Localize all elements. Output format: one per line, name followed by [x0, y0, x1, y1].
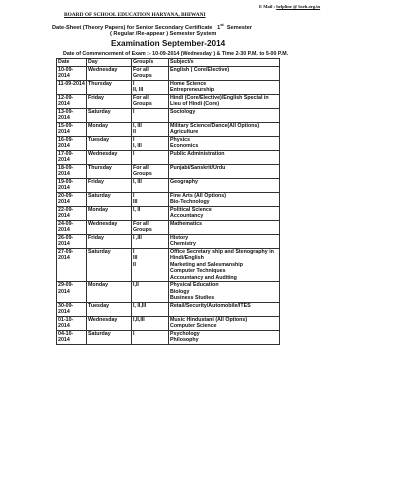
group-line: I,II	[133, 282, 139, 288]
subject-line: Economics	[170, 143, 199, 149]
subject-line: Business Studies	[170, 295, 215, 301]
table-row	[57, 178, 280, 192]
cell-group	[132, 248, 169, 282]
group-line: I	[133, 192, 135, 199]
subject-line: Biology	[170, 288, 190, 295]
group-line: II	[133, 261, 136, 268]
cell-date: 19-09-2014	[57, 178, 87, 192]
cell-date: 04-10-2014	[57, 330, 87, 344]
cell-subject	[169, 80, 280, 94]
group-line: For all Groups	[133, 220, 152, 233]
group-line: I, III	[133, 143, 142, 149]
table-row	[57, 108, 280, 122]
header-group: Group/s	[132, 59, 169, 67]
commencement-line: Date of Commencement of Exam :- 10-09-2014 (Wednesday ) & Time 2-30 P.M. to 5-00 P.M.	[63, 51, 289, 57]
group-line: I	[133, 248, 135, 255]
subject-line: Public Administration	[170, 150, 225, 157]
subject-line: Philosophy	[170, 337, 199, 343]
cell-day: Thursday	[87, 80, 132, 94]
cell-day: Thursday	[87, 164, 132, 178]
cell-subject	[169, 94, 280, 108]
subject-line: Retail/Security/Automobile/ITES	[170, 302, 251, 309]
cell-date: 22-09-2014	[57, 206, 87, 220]
board-name: BOARD OF SCHOOL EDUCATION HARYANA, BHIWANI	[64, 12, 206, 18]
cell-group	[132, 282, 169, 303]
subject-line: Computer Techniques	[170, 268, 226, 274]
cell-day: Saturday	[87, 330, 132, 344]
cell-day: Saturday	[87, 108, 132, 122]
cell-date: 01-10-2014	[57, 316, 87, 330]
cell-group	[132, 150, 169, 164]
group-line: II	[133, 129, 136, 135]
subject-line: Office Secretary ship and Stenography in	[170, 248, 274, 255]
subject-line: Bio-Technology	[170, 199, 210, 205]
table-row	[57, 192, 280, 206]
table-row	[57, 94, 280, 108]
group-line: I, III	[133, 122, 142, 129]
subject-line: Geography	[170, 178, 198, 185]
group-line: II, III	[133, 87, 144, 93]
cell-date: 10-09-2014	[57, 66, 87, 80]
cell-subject	[169, 136, 280, 150]
cell-day: Tuesday	[87, 136, 132, 150]
cell-day: Monday	[87, 206, 132, 220]
email-line: E Mail : helpline @ bseh.org.in	[259, 4, 321, 9]
cell-day: Monday	[87, 282, 132, 303]
subject-line: Computer Science	[170, 323, 217, 329]
subject-line: Physical Education	[170, 282, 219, 288]
table-row	[57, 66, 280, 80]
cell-day: Friday	[87, 234, 132, 248]
table-row	[57, 122, 280, 136]
header-date: Date	[57, 59, 87, 67]
cell-subject	[169, 316, 280, 330]
table-row	[57, 206, 280, 220]
group-line: I, II,III	[133, 302, 147, 309]
subject-line: Accountancy	[170, 213, 204, 219]
group-line: I, III	[133, 178, 142, 185]
cell-group	[132, 316, 169, 330]
cell-subject	[169, 66, 280, 80]
cell-day: Saturday	[87, 192, 132, 206]
cell-date: 12-09-2014	[57, 94, 87, 108]
subject-line: Punjabi/Sanskrit/Urdu	[170, 164, 226, 171]
cell-date: 26-09-2014	[57, 234, 87, 248]
subject-line: Psychology	[170, 330, 200, 337]
cell-day: Saturday	[87, 248, 132, 282]
group-line: For all Groups	[133, 94, 152, 107]
datesheet-table	[56, 58, 280, 345]
table-row	[57, 282, 280, 303]
header-day: Day	[87, 59, 132, 67]
cell-day: Wednesday	[87, 66, 132, 80]
datesheet-line: Date-Sheet (Theory Papers) for Senior Secondary Certificate 1st Semester	[52, 22, 253, 31]
table-row	[57, 164, 280, 178]
cell-day: Wednesday	[87, 220, 132, 234]
cell-subject	[169, 248, 280, 282]
table-body	[57, 66, 280, 344]
cell-group	[132, 192, 169, 206]
cell-subject	[169, 302, 280, 316]
cell-group	[132, 220, 169, 234]
table-row	[57, 316, 280, 330]
cell-date: 20-09-2014	[57, 192, 87, 206]
cell-day: Wednesday	[87, 316, 132, 330]
cell-group	[132, 302, 169, 316]
table-row	[57, 302, 280, 316]
cell-group	[132, 164, 169, 178]
cell-day: Wednesday	[87, 150, 132, 164]
cell-group	[132, 94, 169, 108]
subject-line: Music Hindustani (All Options)	[170, 316, 248, 323]
system-line: ( Regular /Re-appear ) Semester System	[110, 31, 217, 37]
group-line: I	[133, 108, 135, 115]
subject-line: Marketing and Salesmanship	[170, 261, 244, 268]
table-row	[57, 220, 280, 234]
cell-group	[132, 330, 169, 344]
cell-group	[132, 206, 169, 220]
group-line: III	[133, 199, 138, 205]
subject-line: English ( Core/Elective)	[170, 66, 230, 73]
cell-subject	[169, 192, 280, 206]
cell-date: 29-09-2014	[57, 282, 87, 303]
cell-date: 18-09-2014	[57, 164, 87, 178]
group-line: I ,III	[133, 234, 142, 241]
subject-line: Physics	[170, 136, 191, 143]
cell-group	[132, 136, 169, 150]
cell-group	[132, 66, 169, 80]
subject-line: Entrepreneurship	[170, 87, 215, 93]
table-header-row	[57, 59, 280, 67]
cell-date: 30-09-2014	[57, 302, 87, 316]
cell-subject	[169, 330, 280, 344]
cell-group	[132, 234, 169, 248]
cell-subject	[169, 234, 280, 248]
cell-date: 24-09-2014	[57, 220, 87, 234]
cell-subject	[169, 150, 280, 164]
table-row	[57, 330, 280, 344]
group-line: I	[133, 150, 135, 157]
cell-day: Monday	[87, 122, 132, 136]
group-line: III	[133, 255, 138, 261]
email-address: helpline @ bseh.org.in	[276, 4, 321, 9]
table-row	[57, 248, 280, 282]
header-subject: Subject/s	[169, 59, 280, 67]
cell-group	[132, 108, 169, 122]
cell-subject	[169, 108, 280, 122]
subject-line: Military Science/Dance(All Options)	[170, 122, 260, 129]
table-row	[57, 234, 280, 248]
cell-subject	[169, 282, 280, 303]
cell-subject	[169, 178, 280, 192]
cell-group	[132, 122, 169, 136]
table-row	[57, 150, 280, 164]
subject-line: Political Science	[170, 206, 212, 213]
exam-title: Examination September-2014	[111, 39, 226, 48]
subject-line: Lieu of Hindi (Core)	[170, 101, 220, 107]
subject-line: Sociology	[170, 108, 196, 115]
cell-day: Tuesday	[87, 302, 132, 316]
group-line: For all Groups	[133, 164, 152, 177]
cell-date: 11-09-2014	[57, 80, 87, 94]
cell-date: 15-09-2014	[57, 122, 87, 136]
cell-subject	[169, 206, 280, 220]
subject-line: Hindi/English	[170, 255, 204, 261]
subject-line: Hindi (Core/Elective)/English Special in	[170, 94, 269, 101]
group-line: I,II,III	[133, 316, 145, 323]
cell-day: Friday	[87, 94, 132, 108]
subject-line: Accountancy and Auditing	[170, 274, 237, 281]
table-row	[57, 80, 280, 94]
group-line: I, II	[133, 206, 141, 213]
cell-subject	[169, 220, 280, 234]
cell-subject	[169, 164, 280, 178]
cell-day: Friday	[87, 178, 132, 192]
group-line: For all Groups	[133, 66, 152, 79]
cell-date: 16-09-2014	[57, 136, 87, 150]
subject-line: Home Science	[170, 80, 207, 87]
cell-date: 27-09-2014	[57, 248, 87, 282]
cell-date: 13-09-2014	[57, 108, 87, 122]
table-row	[57, 136, 280, 150]
group-line: I	[133, 80, 135, 87]
subject-line: Mathematics	[170, 220, 203, 227]
group-line: I	[133, 330, 135, 337]
subject-line: Chemistry	[170, 241, 196, 247]
cell-date: 17-09-2014	[57, 150, 87, 164]
subject-line: Agriculture	[170, 129, 199, 135]
subject-line: Fine Arts (All Options)	[170, 192, 227, 199]
cell-group	[132, 80, 169, 94]
subject-line: History	[170, 234, 189, 241]
group-line: I	[133, 136, 135, 143]
cell-group	[132, 178, 169, 192]
cell-subject	[169, 122, 280, 136]
